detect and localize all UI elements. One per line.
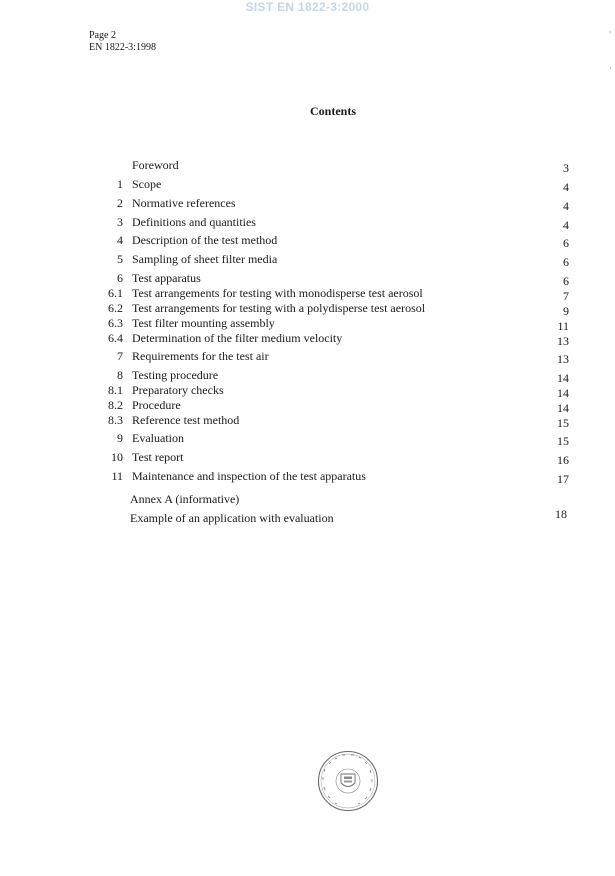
- toc-section-number: 3: [117, 215, 123, 229]
- edge-mark: ·: [609, 64, 612, 73]
- toc-section-number: 8: [117, 368, 123, 382]
- toc-page-number: 13: [557, 334, 569, 348]
- toc-section-title: Test apparatus: [132, 271, 201, 285]
- toc-page-number: 14: [557, 386, 569, 400]
- toc-section-number: 6.1: [108, 286, 123, 300]
- toc-page-number: 11: [557, 319, 569, 333]
- toc-section-title: Description of the test method: [132, 233, 278, 247]
- toc-section-number: 11: [111, 469, 123, 483]
- edge-mark: ·: [609, 28, 612, 37]
- toc-entry[interactable]: [0, 251, 615, 267]
- page-header: [89, 30, 156, 54]
- toc-entry[interactable]: [0, 330, 615, 346]
- toc-page-number: 4: [563, 218, 569, 232]
- toc-section-number: 8.2: [108, 398, 123, 412]
- toc-section-number: 8.3: [108, 413, 123, 427]
- toc-entry[interactable]: [0, 315, 615, 331]
- toc-entry[interactable]: [0, 367, 615, 383]
- toc-section-title: Foreword: [132, 158, 179, 172]
- toc-entry[interactable]: [0, 214, 615, 230]
- toc-entry[interactable]: [0, 195, 615, 211]
- toc-section-title: Determination of the filter medium velocity: [132, 331, 343, 345]
- annex-page-number: 18: [555, 507, 567, 521]
- toc-section-title: Requirements for the test air: [132, 349, 269, 363]
- toc-section-title: Reference test method: [132, 413, 240, 427]
- standard-code: EN 1822-3:1998: [89, 42, 156, 53]
- toc-entry[interactable]: [0, 348, 615, 364]
- toc-section-number: 2: [117, 196, 123, 210]
- toc-page-number: 9: [563, 304, 569, 318]
- toc-entry[interactable]: [0, 412, 615, 428]
- toc-entry[interactable]: [0, 300, 615, 316]
- toc-page-number: 16: [557, 453, 569, 467]
- toc-section-number: 8.1: [108, 383, 123, 397]
- toc-section-number: 1: [117, 177, 123, 191]
- toc-entry[interactable]: [0, 449, 615, 465]
- seal-crest-icon: [341, 774, 355, 787]
- toc-page-number: 14: [557, 371, 569, 385]
- toc-page-number: 3: [563, 161, 569, 175]
- page-number: Page 2: [89, 30, 116, 41]
- toc-section-title: Definitions and quantities: [132, 215, 256, 229]
- seal-lettering-marks: [323, 755, 372, 804]
- toc-section-number: 6.2: [108, 301, 123, 315]
- toc-section-title: Evaluation: [132, 431, 184, 445]
- toc-page-number: 4: [563, 180, 569, 194]
- toc-section-number: 9: [117, 431, 123, 445]
- toc-page-number: 15: [557, 434, 569, 448]
- toc-page-number: 6: [563, 255, 569, 269]
- toc-section-number: 7: [117, 349, 123, 363]
- toc-entry[interactable]: [0, 468, 615, 484]
- watermark: SIST EN 1822-3:2000: [245, 0, 370, 14]
- toc-section-number: 6.4: [108, 331, 123, 345]
- toc-section-number: 6.3: [108, 316, 123, 330]
- toc-section-title: Maintenance and inspection of the test apparatus: [132, 469, 366, 483]
- toc-page-number: 14: [557, 401, 569, 415]
- toc-entry[interactable]: [0, 176, 615, 192]
- toc-section-title: Test report: [132, 450, 184, 464]
- toc-entry[interactable]: [0, 430, 615, 446]
- toc-entry[interactable]: [0, 285, 615, 301]
- toc-section-number: 4: [117, 233, 123, 247]
- toc-section-number: 5: [117, 252, 123, 266]
- toc-page-number: 15: [557, 416, 569, 430]
- toc-entry[interactable]: [0, 232, 615, 248]
- toc-section-title: Preparatory checks: [132, 383, 224, 397]
- toc-page-number: 7: [563, 289, 569, 303]
- annex-label: Annex A (informative): [130, 492, 240, 506]
- official-seal-stamp: [317, 750, 379, 812]
- toc-section-title: Testing procedure: [132, 368, 219, 382]
- toc-page-number: 4: [563, 199, 569, 213]
- toc-entry[interactable]: [0, 382, 615, 398]
- toc-page-number: 6: [563, 236, 569, 250]
- annex-title: Example of an application with evaluation: [130, 511, 334, 525]
- toc-page-number: 17: [557, 472, 569, 486]
- toc-entry[interactable]: [0, 270, 615, 286]
- toc-entry[interactable]: [0, 157, 615, 173]
- toc-page-number: 13: [557, 352, 569, 366]
- toc-section-number: 6: [117, 271, 123, 285]
- toc-section-number: 10: [111, 450, 123, 464]
- toc-section-title: Test arrangements for testing with a polydisperse test aerosol: [132, 301, 426, 315]
- toc-section-title: Test filter mounting assembly: [132, 316, 275, 330]
- toc-section-title: Procedure: [132, 398, 181, 412]
- page-title: Contents: [309, 104, 356, 118]
- toc-section-title: Test arrangements for testing with monodisperse test aerosol: [132, 286, 423, 300]
- toc-entry[interactable]: [0, 397, 615, 413]
- toc-section-title: Sampling of sheet filter media: [132, 252, 278, 266]
- toc-section-title: Normative references: [132, 196, 236, 210]
- toc-section-title: Scope: [132, 177, 162, 191]
- toc-page-number: 6: [563, 274, 569, 288]
